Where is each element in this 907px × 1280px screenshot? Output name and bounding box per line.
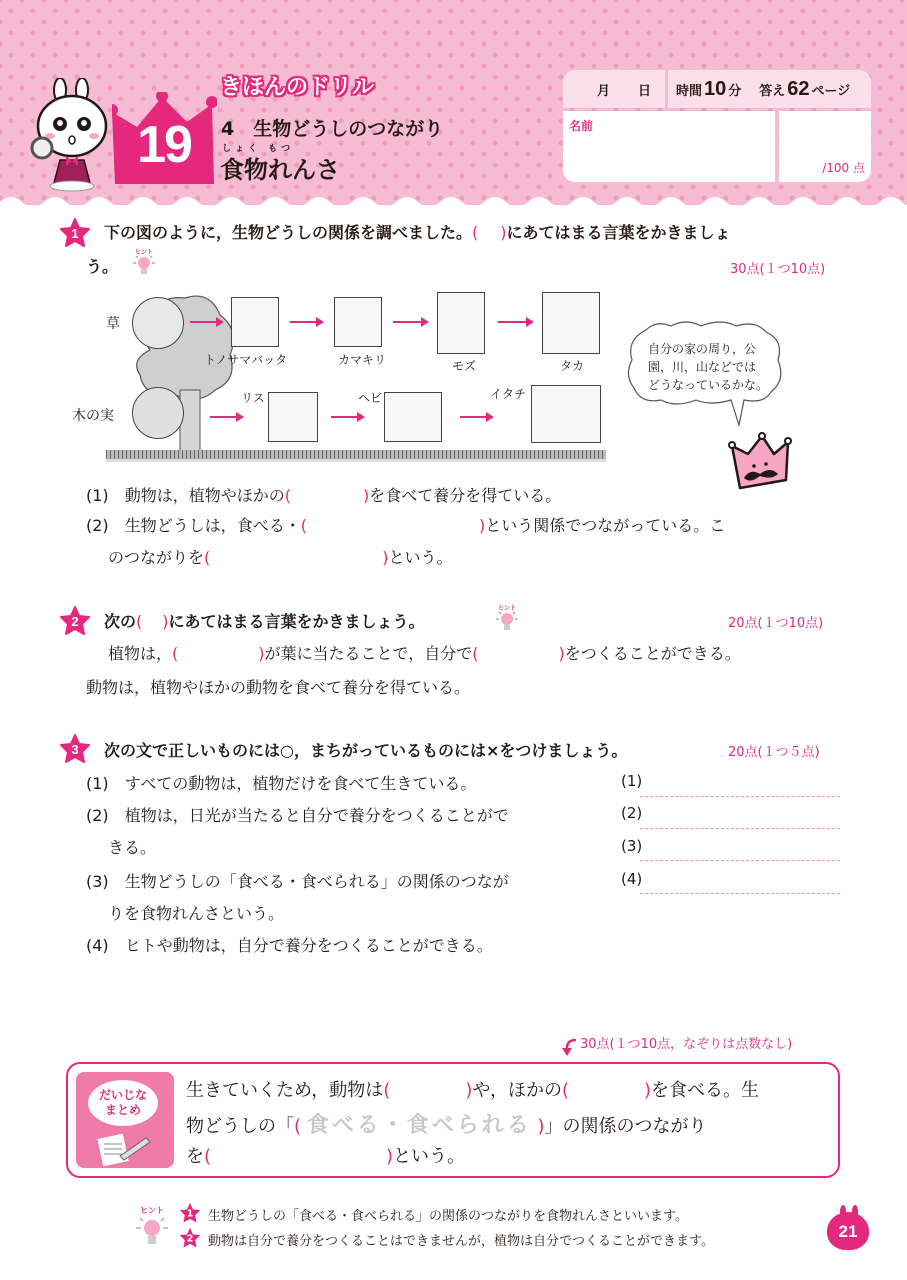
title-furigana: しょく もつ: [222, 144, 295, 154]
page-number: 21: [827, 1212, 869, 1250]
question-1-item-2-line2: のつながりを( )という。: [108, 548, 453, 567]
month-label: 月: [596, 83, 610, 99]
arrow-icon: [331, 416, 359, 418]
answer-unit: ページ: [811, 83, 851, 99]
question-3-title: 次の文で正しいものには○，まちがっているものには×をつけましょう。: [104, 741, 628, 760]
ground-grass: [106, 450, 606, 462]
question-1-text-line2: う。: [86, 257, 119, 276]
hint-bulb-icon: [130, 248, 158, 276]
svg-text:1: 1: [71, 226, 79, 241]
label-mantis: カマキリ: [338, 353, 387, 367]
question-1-item-1: (1) 動物は，植物やほかの( )を食べて養分を得ている。: [86, 486, 562, 505]
score-label: /100 点: [822, 161, 865, 175]
name-label: 名前: [569, 119, 594, 133]
lesson-number: 19: [137, 116, 191, 174]
label-squirrel: リス: [241, 391, 265, 405]
label-grass: 草: [106, 316, 120, 332]
curved-arrow-icon: [560, 1036, 580, 1058]
time-value: 10: [704, 77, 727, 100]
label-grasshopper: トノサマバッタ: [204, 353, 288, 367]
question-1-item-2: (2) 生物どうしは，食べる・( )という関係でつながっている。こ: [86, 516, 726, 535]
svg-text:ヒント: ヒント: [497, 605, 517, 612]
wavy-border: [0, 192, 907, 212]
nuts-closeup-image: [132, 387, 184, 439]
food-chain-diagram: [68, 285, 608, 470]
crown-mustache-mascot-icon: [728, 432, 798, 490]
squirrel-image: [268, 392, 318, 442]
weasel-image: [531, 385, 601, 443]
summary-tag: [76, 1072, 174, 1168]
answer-label-4: (4): [621, 870, 643, 888]
speech-bubble-text: 自分の家の周り，公 園，川，山などでは どうなっているかな。: [648, 342, 769, 392]
summary-box: [66, 1062, 840, 1178]
summary-line-3: を( )という。: [186, 1146, 466, 1167]
question-3-item-3: (3) 生物どうしの「食べる・食べられる」の関係のつなが: [86, 872, 509, 891]
answer-field-2[interactable]: [640, 828, 840, 829]
question-3-item-2: (2) 植物は，日光が当たると自分で養分をつくることがで: [86, 806, 509, 825]
hint-2-text: 動物は自分で養分をつくることはできませんが，植物は自分でつくることができます。: [208, 1234, 714, 1249]
question-2-line2: 動物は，植物やほかの動物を食べて養分を得ている。: [86, 678, 471, 697]
info-box: [563, 70, 871, 182]
snake-image: [384, 392, 442, 442]
answer-field-4[interactable]: [640, 893, 840, 894]
date-field[interactable]: [563, 70, 668, 108]
arrow-icon: [498, 321, 528, 323]
svg-text:3: 3: [71, 742, 79, 757]
notepad-pencil-icon: [96, 1130, 152, 1166]
question-2-points: 20点(１つ10点): [728, 616, 824, 631]
summary-points: 30点(１つ10点，なぞりは点数なし): [580, 1037, 793, 1052]
answer-label-1: (1): [621, 772, 643, 790]
hint-bulb-icon: [132, 1204, 172, 1248]
summary-tag-label: だいじな まとめ: [88, 1080, 158, 1126]
svg-text:ヒント: ヒント: [140, 1206, 164, 1215]
arrow-icon: [460, 416, 488, 418]
answer-field-1[interactable]: [640, 796, 840, 797]
label-snake: ヘビ: [358, 391, 383, 405]
shrike-image: [437, 292, 485, 354]
summary-line-1: 生きていくため，動物は( )や，ほかの( )を食べる。生: [186, 1080, 760, 1101]
score-field[interactable]: [779, 111, 871, 182]
question-3-star-icon: [60, 734, 90, 764]
answer-label-3: (3): [621, 837, 643, 855]
answer-field-3[interactable]: [640, 860, 840, 861]
arrow-icon: [393, 321, 423, 323]
label-hawk: タカ: [560, 359, 585, 373]
unit-title: 4 生物どうしのつながり: [221, 118, 444, 140]
time-info: [668, 78, 850, 101]
answer-page: 62: [787, 77, 810, 100]
label-weasel: イタチ: [490, 387, 527, 401]
grasshopper-image: [231, 297, 279, 347]
question-1-star-icon: [60, 218, 90, 248]
arrow-icon: [190, 321, 218, 323]
time-label: 時間: [676, 83, 703, 99]
series-title: きほんのドリル: [220, 75, 375, 100]
question-2-star-icon: [60, 606, 90, 636]
question-3-item-1: (1) すべての動物は，植物だけを食べて生きている。: [86, 774, 477, 793]
svg-text:2: 2: [186, 1233, 194, 1245]
svg-text:2: 2: [71, 614, 79, 629]
question-3-item-3-line2: りを食物れんさという。: [108, 904, 285, 923]
hint-bulb-icon: [493, 604, 521, 632]
label-nuts: 木の実: [72, 408, 114, 424]
hawk-image: [542, 292, 600, 354]
label-shrike: モズ: [452, 359, 477, 373]
answer-label: 答え: [759, 83, 786, 99]
question-3-item-2-line2: きる。: [108, 838, 157, 857]
summary-line-2: 物どうしの「( 食べる・食べられる )」の関係のつながり: [186, 1113, 707, 1138]
lesson-title: 食物れんさ: [220, 156, 340, 184]
day-label: 日: [637, 83, 651, 99]
arrow-icon: [210, 416, 238, 418]
hint-1-star-icon: [179, 1202, 201, 1224]
question-1-text: 下の図のように，生物どうしの関係を調べました。( )にあてはまる言葉をかきましょ: [104, 223, 731, 242]
arrow-icon: [290, 321, 318, 323]
question-2-line1: 植物は，( )が葉に当たることで，自分で( )をつくることができる。: [108, 644, 741, 663]
hint-1-text: 生物どうしの「食べる・食べられる」の関係のつながりを食物れんさといいます。: [208, 1209, 688, 1224]
info-top-row: [563, 70, 871, 108]
svg-text:ヒント: ヒント: [134, 249, 154, 256]
question-3-item-4: (4) ヒトや動物は，自分で養分をつくることができる。: [86, 936, 493, 955]
question-1-points: 30点(１つ10点): [730, 262, 826, 277]
grass-closeup-image: [132, 297, 184, 349]
name-field[interactable]: [563, 111, 775, 182]
svg-text:1: 1: [186, 1208, 194, 1220]
question-3-points: 20点(１つ５点): [728, 745, 820, 760]
question-2-title: 次の( )にあてはまる言葉をかきましょう。: [104, 612, 425, 631]
mascot-bunny-icon: [30, 78, 120, 193]
hint-2-star-icon: [179, 1227, 201, 1249]
answer-label-2: (2): [621, 804, 643, 822]
mantis-image: [334, 297, 382, 347]
trace-text[interactable]: 食べる・食べられる: [306, 1113, 532, 1138]
time-unit: 分: [728, 83, 742, 99]
